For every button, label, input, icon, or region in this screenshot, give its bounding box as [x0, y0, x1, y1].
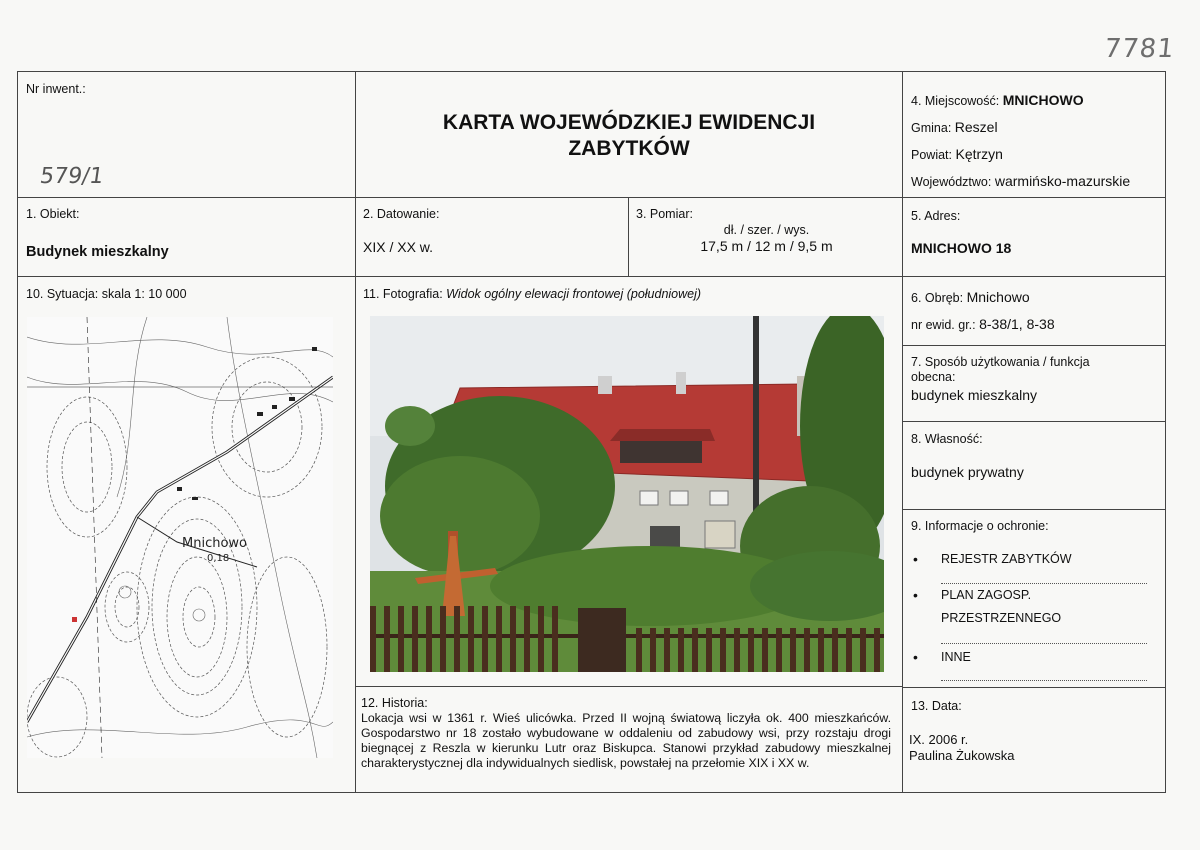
pomiar-value: 17,5 m / 12 m / 9,5 m [700, 238, 833, 254]
pomiar-cell [628, 197, 903, 277]
topographic-map [27, 317, 333, 758]
wojewodztwo-label: Województwo: [911, 175, 992, 189]
building-photo [370, 316, 884, 672]
pomiar-units: dł. / szer. / wys. [723, 223, 810, 237]
sposob-cell [902, 345, 1166, 422]
miejscowosc-label: 4. Miejscowość: [911, 94, 1000, 108]
ochrona-dotline-1 [941, 583, 1147, 584]
powiat-label: Powiat: [911, 148, 952, 162]
map-number-label: 0,18 [207, 553, 230, 564]
inventory-label: Nr inwent.: [26, 82, 86, 96]
wlasnosc-value: budynek prywatny [911, 464, 1024, 480]
gmina-row [911, 119, 998, 135]
ewid-row [911, 316, 1055, 332]
wlasnosc-cell [902, 421, 1166, 510]
ewid-label: nr ewid. gr.: [911, 318, 976, 332]
card-title [356, 110, 902, 162]
fotografia-caption: Widok ogólny elewacji frontowej (południowej) [446, 287, 702, 301]
sposob-value: budynek mieszkalny [911, 387, 1038, 403]
datowanie-cell [355, 197, 629, 277]
ewid-value: 8-38/1, 8-38 [979, 316, 1055, 332]
ochrona-item-inne: • INNE [941, 650, 971, 664]
wojewodztwo-row [911, 173, 1130, 189]
card-title-line1: KARTA WOJEWÓDZKIEJ EWIDENCJI [442, 111, 816, 134]
adres-cell [902, 197, 1166, 277]
obreb-row [911, 289, 1030, 305]
powiat-row [911, 146, 1003, 162]
miejscowosc-value: MNICHOWO [1002, 92, 1084, 108]
historia-text: Lokacja wsi w 1361 r. Wieś ulicówka. Przed II wojną światową liczyła ok. 400 mieszkańców. Gospodarstwo nr 18 zostało wybudowane w oddaleniu od zabudowy wsi, przy rozstaju drogi biegnącej z Reszla w kierunku Lutr oraz Biskupca. Stanowi przykład zabudowy mieszkalnej charakterystycznej dla indywidualnych siedlisk, powstałej na przełomie XIX i XX w. [361, 711, 891, 770]
fotografia-label: 11. Fotografia: [363, 287, 443, 301]
wlasnosc-label: 8. Własność: [911, 432, 983, 446]
pomiar-label: 3. Pomiar: [636, 207, 693, 221]
fotografia-label-row [363, 287, 701, 301]
wojewodztwo-value: warmińsko-mazurskie [994, 173, 1131, 189]
ochrona-dotline-2 [941, 643, 1147, 644]
ochrona-dotline-3 [941, 680, 1147, 681]
sposob-label-line1: 7. Sposób użytkowania / funkcja [911, 355, 1090, 369]
ochrona-item-plan-line1: • PLAN ZAGOSP. [941, 588, 1031, 602]
corner-handwritten-number: 7781 [1102, 34, 1177, 64]
obiekt-label: 1. Obiekt: [26, 207, 80, 221]
ochrona-label: 9. Informacje o ochronie: [911, 519, 1049, 533]
data-value: IX. 2006 r. [909, 732, 969, 747]
ochrona-cell [902, 509, 1166, 688]
gmina-label: Gmina: [911, 121, 952, 135]
adres-value: MNICHOWO 18 [911, 240, 1012, 256]
obiekt-value: Budynek mieszkalny [26, 244, 169, 260]
inventory-cell [17, 71, 356, 198]
historia-cell [355, 686, 903, 793]
historia-label: 12. Historia: [361, 696, 428, 710]
miejscowosc-row [911, 92, 1084, 108]
datowanie-label: 2. Datowanie: [363, 207, 440, 221]
obiekt-cell [17, 197, 356, 277]
adres-label: 5. Adres: [911, 209, 961, 223]
gmina-value: Reszel [954, 119, 998, 135]
location-cell [902, 71, 1166, 198]
card-title-line2: ZABYTKÓW [568, 137, 690, 160]
obreb-value: Mnichowo [966, 289, 1030, 305]
datowanie-value: XIX / XX w. [363, 239, 434, 255]
sytuacja-label: 10. Sytuacja: skala 1: 10 000 [26, 287, 187, 301]
map-place-label: Mnichowo [182, 536, 247, 551]
title-cell [355, 71, 903, 198]
inventory-handwritten-number: 579/1 [38, 164, 106, 189]
obreb-label: 6. Obręb: [911, 291, 964, 305]
obreb-cell [902, 276, 1166, 346]
ochrona-item-plan-line2: PRZESTRZENNEGO [941, 611, 1062, 625]
ochrona-item-rejestr: • REJESTR ZABYTKÓW [941, 552, 1072, 566]
sposob-label-line2: obecna: [911, 370, 956, 384]
data-author: Paulina Żukowska [909, 748, 1015, 763]
powiat-value: Kętrzyn [955, 146, 1003, 162]
data-label: 13. Data: [911, 699, 962, 713]
data-cell [902, 687, 1166, 793]
